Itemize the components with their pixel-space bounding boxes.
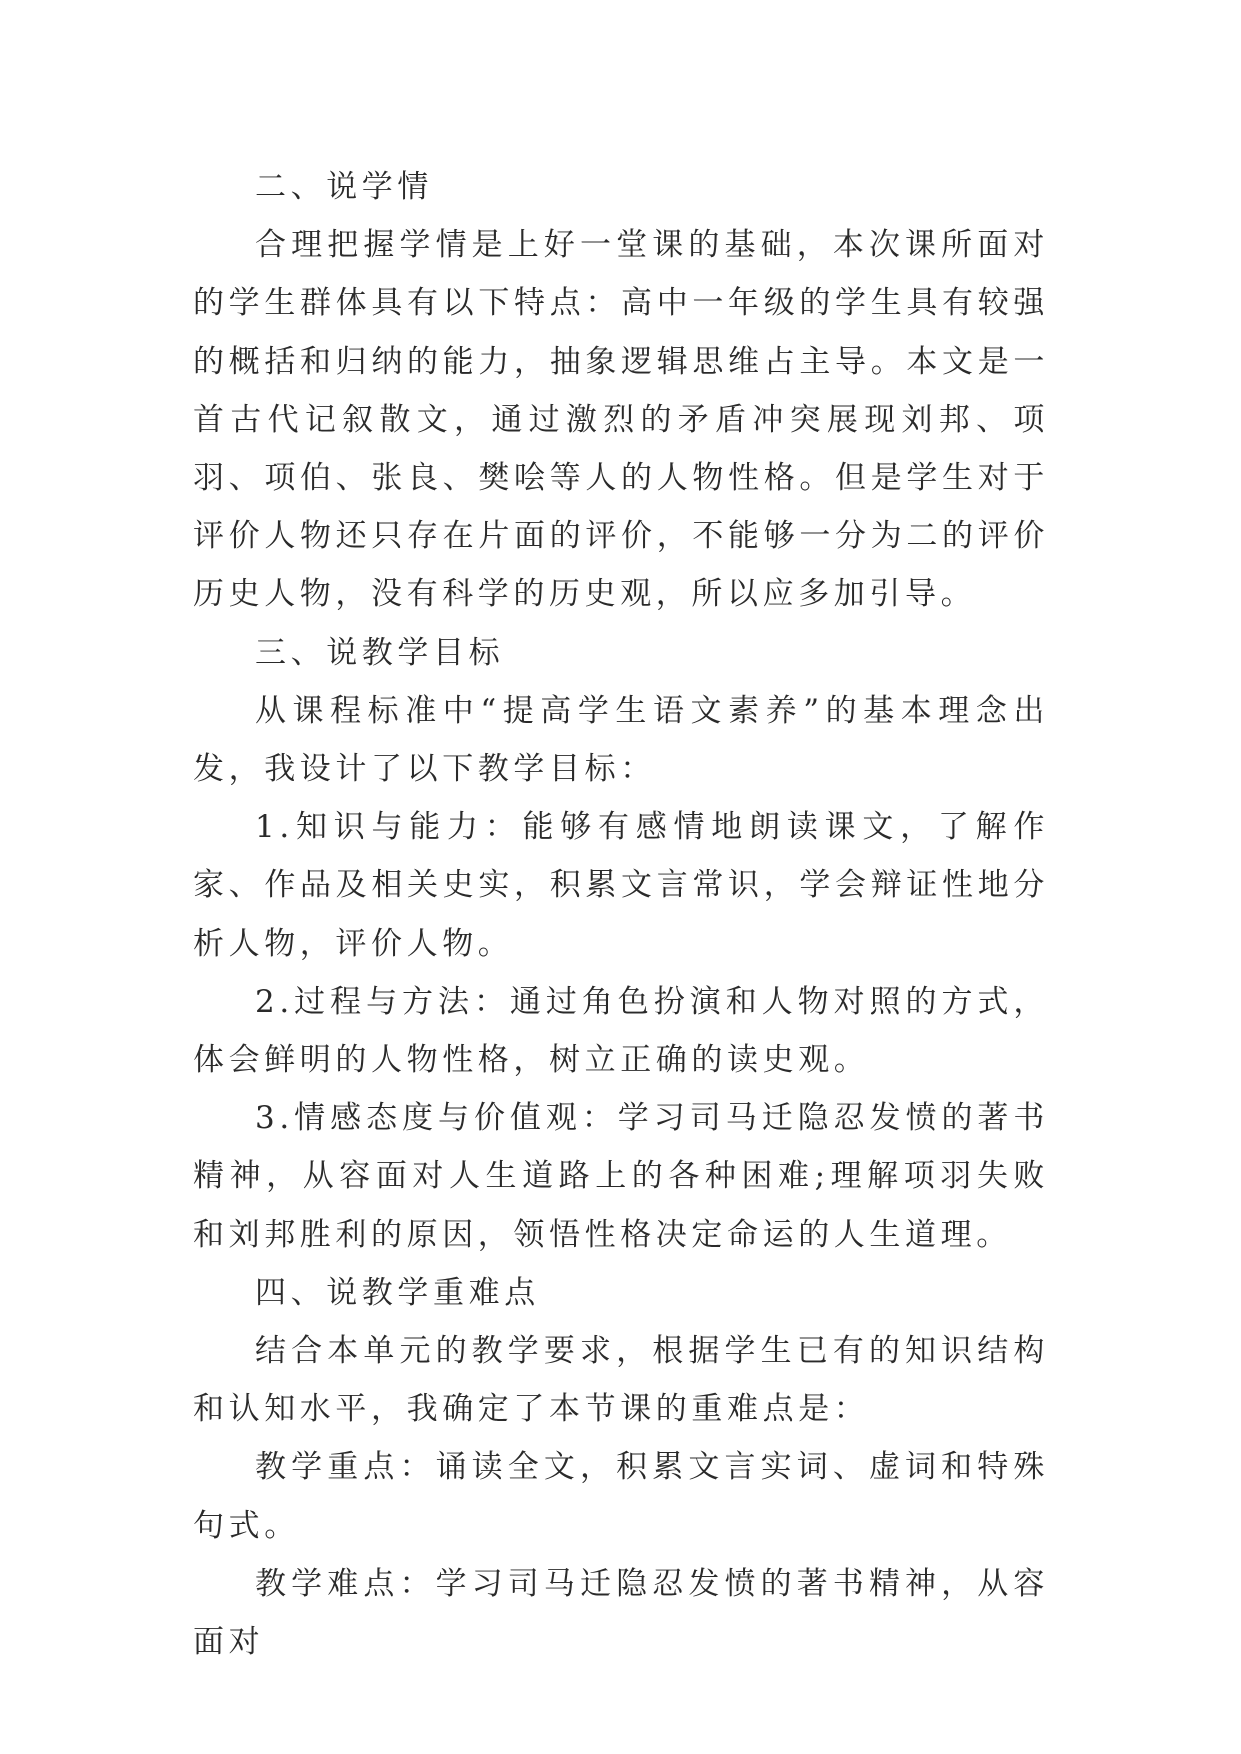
paragraph-goal-process: 2.过程与方法：通过角色扮演和人物对照的方式，体会鲜明的人物性格，树立正确的读史观。 [193, 983, 1049, 1079]
paragraph-goals-intro: 从课程标准中“提高学生语文素养”的基本理念出发，我设计了以下教学目标： [193, 692, 1049, 788]
paragraph-key-points-intro: 结合本单元的教学要求，根据学生已有的知识结构和认知水平，我确定了本节课的重难点是： [193, 1333, 1049, 1428]
paragraph-goal-emotion: 3.情感态度与价值观：学习司马迁隐忍发愤的著书精神，从容面对人生道路上的各种困难;理解项羽失败和刘邦胜利的原因，领悟性格决定命运的人生道理。 [193, 1100, 1049, 1253]
paragraph-teaching-focus: 教学重点：诵读全文，积累文言实词、虚词和特殊句式。 [193, 1449, 1049, 1544]
document-body [193, 158, 1049, 1671]
paragraph-teaching-difficulty: 教学难点：学习司马迁隐忍发愤的著书精神，从容面对 [193, 1565, 1049, 1661]
paragraph-goal-knowledge: 1.知识与能力：能够有感情地朗读课文，了解作家、作品及相关史实，积累文言常识，学会辩证性地分析人物，评价人物。 [193, 809, 1049, 962]
paragraph-student-analysis: 合理把握学情是上好一堂课的基础，本次课所面对的学生群体具有以下特点：高中一年级的学生具有较强的概括和归纳的能力，抽象逻辑思维占主导。本文是一首古代记叙散文，通过激烈的矛盾冲突展现刘邦、项羽、项伯、张良、樊哙等人的人物性格。但是学生对于评价人物还只存在片面的评价，不能够一分为二的评价历史人物，没有科学的历史观，所以应多加引导。 [193, 227, 1049, 613]
section-heading-student-analysis: 二、说学情 [255, 169, 433, 205]
section-heading-teaching-goals: 三、说教学目标 [255, 634, 505, 671]
section-heading-key-points: 四、说教学重难点 [255, 1274, 540, 1311]
